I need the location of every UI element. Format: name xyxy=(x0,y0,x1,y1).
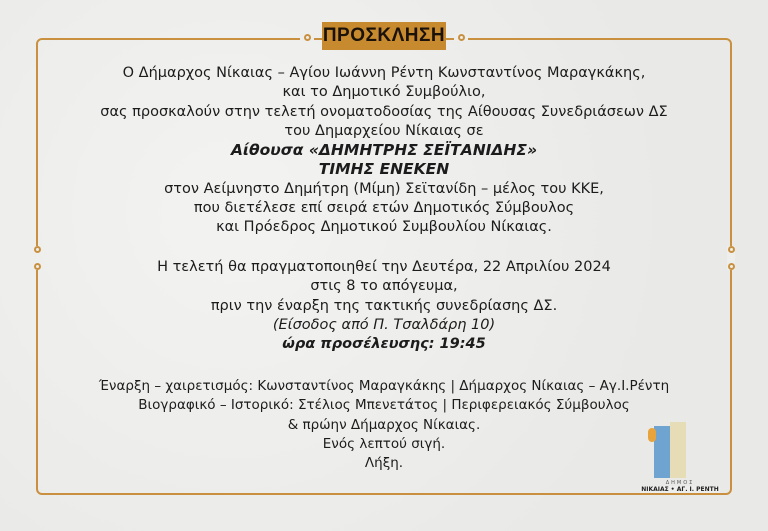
schedule-line: πριν την έναρξη της τακτικής συνεδρίασης ΔΣ. xyxy=(210,297,558,314)
honor-heading: ΤΙΜΗΣ ΕΝΕΚΕΝ xyxy=(318,160,450,179)
hall-name: Αίθουσα «ΔΗΜΗΤΡΗΣ ΣΕΪΤΑΝΙΔΗΣ» xyxy=(230,141,538,160)
dedication-line: στον Αείμνηστο Δημήτρη (Μίμη) Σεϊτανίδη – μέλος του ΚΚΕ, xyxy=(164,180,604,197)
logo-line1: ΔΗΜΟΣ xyxy=(665,480,695,486)
dedication-line: και Πρόεδρος Δημοτικού Συμβουλίου Νίκαιας. xyxy=(216,219,552,236)
schedule-line: στις 8 το απόγευμα, xyxy=(310,278,458,295)
dedication-line: που διετέλεσε επί σειρά ετών Δημοτικός Σύμβουλος xyxy=(193,200,575,217)
program-line: Έναρξη – χαιρετισμός: Κωνσταντίνος Μαραγκάκης | Δήμαρχος Νίκαιας – Αγ.Ι.Ρέντη xyxy=(98,378,670,394)
program-line: Ενός λεπτού σιγή. xyxy=(322,435,446,452)
program-line: Βιογραφικό – Ιστορικό: Στέλιος Μπενετάτος | Περιφερειακός Σύμβουλος xyxy=(138,397,630,414)
invitation-title: ΠΡΟΣΚΛΗΣΗ xyxy=(322,22,446,50)
municipality-logo xyxy=(641,422,719,493)
schedule-line: Η τελετή θα πραγματοποιηθεί την Δευτέρα, 22 Απριλίου 2024 xyxy=(157,259,611,275)
program-line: & πρώην Δήμαρχος Νίκαιας. xyxy=(287,416,481,433)
intro-line: του Δημαρχείου Νίκαιας σε xyxy=(284,122,484,139)
logo-line2: ΝΙΚΑΙΑΣ • ΑΓ. Ι. ΡΕΝΤΗ xyxy=(641,486,719,493)
intro-block xyxy=(40,64,728,238)
entrance-note: (Είσοδος από Π. Τσαλδάρη 10) xyxy=(272,316,496,333)
intro-line: και το Δημοτικό Συμβούλιο, xyxy=(282,84,486,101)
ornament-icon xyxy=(454,33,468,41)
ornament-icon xyxy=(300,33,314,41)
program-line: Λήξη. xyxy=(364,455,404,472)
program-block xyxy=(40,377,728,473)
schedule-block xyxy=(40,258,728,354)
ornament-icon xyxy=(727,246,735,270)
intro-line: Ο Δήμαρχος Νίκαιας – Αγίου Ιωάννη Ρέντη Κωνσταντίνος Μαραγκάκης, xyxy=(122,65,646,81)
intro-line: σας προσκαλούν στην τελετή ονοματοδοσίας της Αίθουσας Συνεδριάσεων ΔΣ xyxy=(100,103,668,120)
arrival-time: ώρα προσέλευσης: 19:45 xyxy=(282,336,486,353)
